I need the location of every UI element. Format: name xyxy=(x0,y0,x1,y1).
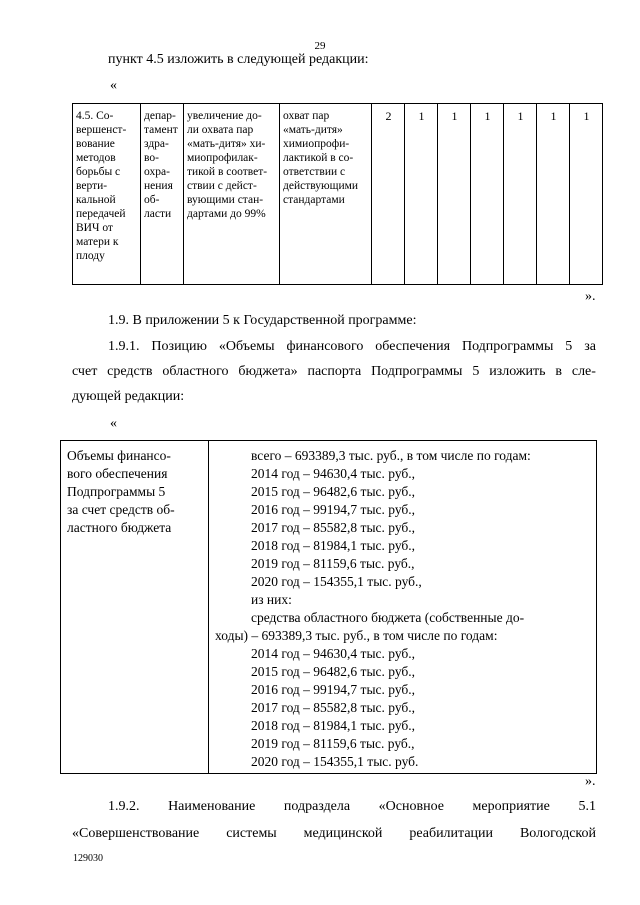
cell-line: вующими стан- xyxy=(187,194,264,206)
cell-line: 2016 год – 99194,7 тыс. руб., xyxy=(251,502,416,517)
cell-line: 2014 год – 94630,4 тыс. руб., xyxy=(251,646,416,661)
close-quote-2: ». xyxy=(585,774,596,789)
cell-line: за счет средств об- xyxy=(67,502,175,517)
cell-line: «мать-дитя» xyxy=(283,124,343,136)
cell-line: нения xyxy=(144,180,173,192)
cell-line: кальной xyxy=(76,194,116,206)
cell-line: стандартами xyxy=(283,194,345,206)
word: Вологодской xyxy=(519,826,596,841)
value-cell: 1 xyxy=(504,104,537,285)
cell-line: вование xyxy=(76,138,115,150)
open-quote-1: « xyxy=(110,78,117,93)
cell-line: методов xyxy=(76,152,116,164)
word: системы xyxy=(226,826,277,841)
word: сле- xyxy=(571,364,596,379)
value-cell: 1 xyxy=(438,104,471,285)
cell-line: борьбы с xyxy=(76,166,121,178)
word: реабилитации xyxy=(409,826,494,841)
word: Подпрограммы xyxy=(371,364,463,379)
cell-line: лактикой в со- xyxy=(283,152,354,164)
word: за xyxy=(584,339,596,354)
value-cell: 1 xyxy=(537,104,570,285)
indicator-cell xyxy=(280,104,372,285)
cell-line: средства областного бюджета (собственные до- xyxy=(251,610,525,625)
cell-line: миопрофилак- xyxy=(187,152,258,164)
cell-line: ствии с дейст- xyxy=(187,180,257,192)
word: паспорта xyxy=(307,364,362,379)
measure-table xyxy=(72,103,603,285)
cell-line: во- xyxy=(144,152,159,164)
word: изложить xyxy=(489,364,546,379)
paragraph-1-9: 1.9. В приложении 5 к Государственной программе: xyxy=(108,313,417,328)
cell-line: передачей xyxy=(76,208,126,220)
word: Подпрограммы xyxy=(461,339,554,354)
cell-line: здра- xyxy=(144,138,169,150)
cell-line: химиопрофи- xyxy=(283,138,350,150)
cell-line: верти- xyxy=(76,180,108,192)
word: медицинской xyxy=(303,826,383,841)
cell-line: 2020 год – 154355,1 тыс. руб. xyxy=(251,754,419,769)
cell-line: 2018 год – 81984,1 тыс. руб., xyxy=(251,538,416,553)
word: «Объемы xyxy=(218,339,275,354)
cell-line: Объемы финансо- xyxy=(67,448,171,463)
cell-line: ластного бюджета xyxy=(67,520,172,535)
financing-label-cell xyxy=(61,441,209,774)
word: «Основное xyxy=(378,799,444,814)
page-number: 29 xyxy=(314,40,326,52)
word: 5 xyxy=(472,364,480,379)
word: «Совершенствование xyxy=(72,826,200,841)
expected-result-cell xyxy=(184,104,280,285)
cell-line: всего – 693389,3 тыс. руб., в том числе по годам: xyxy=(251,448,531,463)
close-quote-1: ». xyxy=(585,289,596,304)
cell-line: 2015 год – 96482,6 тыс. руб., xyxy=(251,484,416,499)
word: в xyxy=(555,364,562,379)
cell-line: Подпрограммы 5 xyxy=(67,484,166,499)
cell-line: ли охвата пар xyxy=(187,124,254,136)
word: 5 xyxy=(565,339,573,354)
cell-line: вершенст- xyxy=(76,124,127,136)
word: областного xyxy=(162,364,229,379)
cell-line: «мать-дитя» хи- xyxy=(187,138,266,150)
financing-value-cell xyxy=(209,441,597,774)
footer-code: 129030 xyxy=(73,853,103,864)
cell-line: 4.5. Со- xyxy=(76,110,114,122)
value-cell: 1 xyxy=(570,104,603,285)
cell-line: матери к xyxy=(76,236,119,248)
value-cell: 1 xyxy=(471,104,504,285)
cell-line: депар- xyxy=(144,110,176,122)
executor-cell xyxy=(141,104,184,285)
cell-line: ходы) – 693389,3 тыс. руб., в том числе по годам: xyxy=(215,628,498,643)
paragraph-1-9-2-line-2 xyxy=(72,826,596,842)
value-cell: 1 xyxy=(405,104,438,285)
cell-line: дартами до 99% xyxy=(187,208,266,220)
paragraph-1-9-2-line-1 xyxy=(108,799,596,815)
financing-row xyxy=(61,441,597,774)
cell-line: 2014 год – 94630,4 тыс. руб., xyxy=(251,466,416,481)
cell-line: ответствии с xyxy=(283,166,346,178)
word: подраздела xyxy=(283,799,351,814)
paragraph-1-9-1-line-2 xyxy=(72,364,596,380)
cell-line: 2016 год – 99194,7 тыс. руб., xyxy=(251,682,416,697)
cell-line: увеличение до- xyxy=(187,110,262,122)
cell-line: об- xyxy=(144,194,160,206)
word: 5.1 xyxy=(578,799,596,814)
cell-line: охват пар xyxy=(283,110,330,122)
cell-line: охра- xyxy=(144,166,170,178)
value-cell: 2 xyxy=(372,104,405,285)
word: Наименование xyxy=(168,799,256,814)
cell-line: 2020 год – 154355,1 тыс. руб., xyxy=(251,574,422,589)
cell-line: действующими xyxy=(283,180,359,192)
cell-line: плоду xyxy=(76,250,105,262)
cell-line: 2018 год – 81984,1 тыс. руб., xyxy=(251,718,416,733)
financing-table xyxy=(60,440,597,774)
cell-line: тикой в соответ- xyxy=(187,166,268,178)
intro-line: пункт 4.5 изложить в следующей редакции: xyxy=(108,52,369,67)
word: Позицию xyxy=(151,339,207,354)
word: 1.9.1. xyxy=(108,339,140,354)
cell-line: ласти xyxy=(144,208,172,220)
word: обеспечения xyxy=(375,339,451,354)
cell-line: 2017 год – 85582,8 тыс. руб., xyxy=(251,700,416,715)
cell-line: 2015 год – 96482,6 тыс. руб., xyxy=(251,664,416,679)
paragraph-1-9-1-line-1 xyxy=(108,339,596,355)
open-quote-2: « xyxy=(110,416,117,431)
cell-line: 2019 год – 81159,6 тыс. руб., xyxy=(251,556,415,571)
cell-line: 2019 год – 81159,6 тыс. руб., xyxy=(251,736,415,751)
cell-line: 2017 год – 85582,8 тыс. руб., xyxy=(251,520,416,535)
cell-line: тамент xyxy=(144,124,178,136)
word: финансового xyxy=(286,339,364,354)
word: мероприятие xyxy=(472,799,550,814)
paragraph-1-9-1-line-3: дующей редакции: xyxy=(72,389,185,404)
cell-line: из них: xyxy=(251,592,292,607)
word: средств xyxy=(107,364,153,379)
word: бюджета» xyxy=(238,364,298,379)
cell-line: ВИЧ от xyxy=(76,222,113,234)
word: счет xyxy=(72,364,98,379)
measure-row xyxy=(73,104,603,285)
measure-name-cell xyxy=(73,104,141,285)
cell-line: вого обеспечения xyxy=(67,466,168,481)
word: 1.9.2. xyxy=(108,799,140,814)
